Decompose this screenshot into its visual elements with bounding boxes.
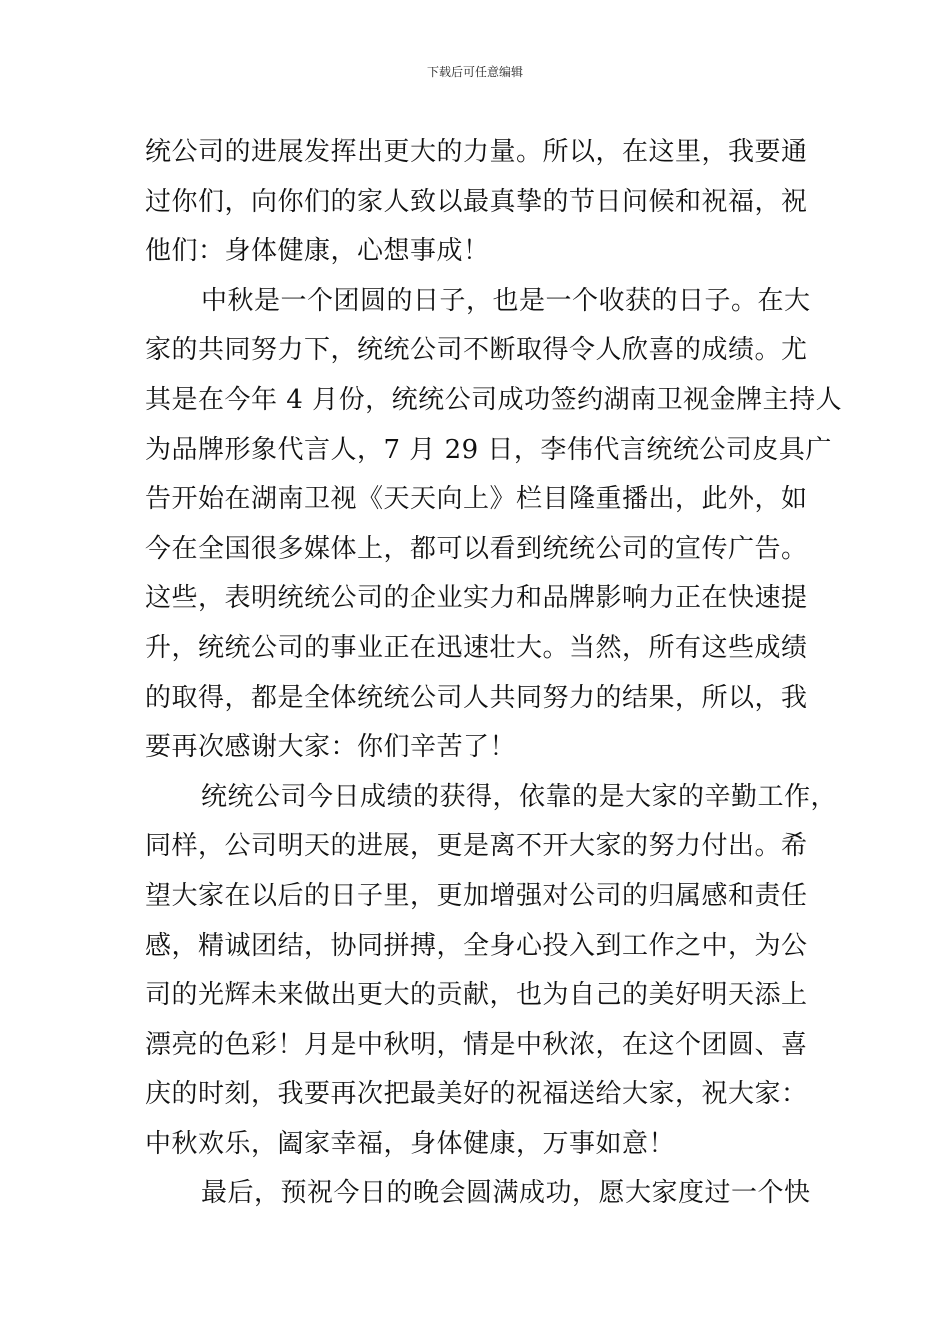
text-line: 中秋欢乐，阖家幸福，身体健康，万事如意！ [145, 1128, 676, 1159]
text-line: 告开始在湖南卫视《天天向上》栏目隆重播出，此外，如 [145, 484, 808, 515]
text-line: 司的光辉未来做出更大的贡献，也为自己的美好明天添上 [145, 980, 808, 1011]
text-line: 望大家在以后的日子里，更加增强对公司的归属感和责任 [145, 880, 808, 911]
text-line: 其是在今年 4 月份，统统公司成功签约湖南卫视金牌主持人 [145, 384, 843, 415]
document-body [145, 128, 843, 1219]
text-line: 今在全国很多媒体上，都可以看到统统公司的宣传广告。 [145, 533, 808, 564]
text-line: 为品牌形象代言人，7 月 29 日，李伟代言统统公司皮具广 [145, 434, 832, 465]
text-line: 家的共同努力下，统统公司不断取得令人欣喜的成绩。尤 [145, 335, 808, 366]
text-line: 他们：身体健康，心想事成！ [145, 236, 490, 267]
text-line: 最后，预祝今日的晚会圆满成功，愿大家度过一个快 [201, 1178, 811, 1209]
text-line: 要再次感谢大家：你们辛苦了！ [145, 732, 517, 763]
text-line: 同样，公司明天的进展，更是离不开大家的努力付出。希 [145, 831, 808, 862]
text-line: 庆的时刻，我要再次把最美好的祝福送给大家，祝大家： [145, 1079, 808, 1110]
text-line: 漂亮的色彩！月是中秋明，情是中秋浓，在这个团圆、喜 [145, 1029, 808, 1060]
text-line: 统公司的进展发挥出更大的力量。所以，在这里，我要通 [145, 137, 808, 167]
page-header-note: 下载后可任意编辑 [426, 65, 523, 79]
text-line: 感，精诚团结，协同拼搏，全身心投入到工作之中，为公 [145, 930, 808, 961]
text-line: 中秋是一个团圆的日子，也是一个收获的日子。在大 [201, 285, 811, 316]
text-line: 升，统统公司的事业正在迅速壮大。当然，所有这些成绩 [145, 632, 808, 663]
text-line: 这些，表明统统公司的企业实力和品牌影响力正在快速提 [145, 583, 808, 614]
text-line: 过你们，向你们的家人致以最真挚的节日问候和祝福，祝 [145, 186, 808, 217]
text-line: 的取得，都是全体统统公司人共同努力的结果，所以，我 [145, 682, 808, 713]
text-line: 统统公司今日成绩的获得，依靠的是大家的辛勤工作， [201, 781, 838, 812]
